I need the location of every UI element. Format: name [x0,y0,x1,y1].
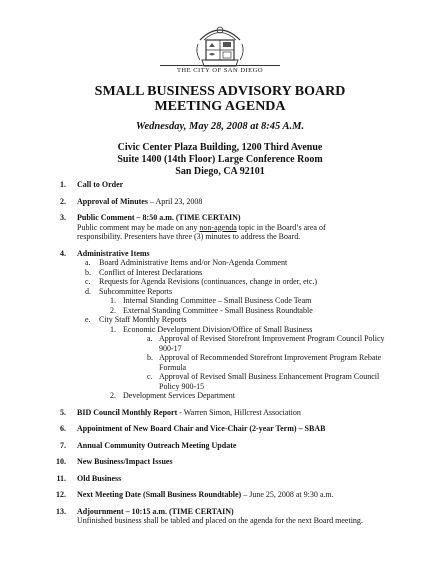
item-title: Adjournment – 10:15 a.m. (TIME CERTAIN) [77,506,234,516]
description-text: Public comment may be made on any [77,222,200,232]
item-number: 13. [56,506,66,516]
item-detail: – June 25, 2008 at 9:30 a.m. [241,490,334,499]
item-description: Unfinished business shall be tabled and placed on the agenda for the next Board meeting. [77,516,363,525]
title-line-1: SMALL BUSINESS ADVISORY BOARD [94,84,346,99]
location-line-3: San Diego, CA 92101 [175,166,265,177]
sub-marker: b. [85,267,91,277]
sub-text: City Staff Monthly Reports [99,315,187,324]
item-detail: – April 23, 2008 [147,196,203,206]
item-number: 10. [56,457,66,466]
sub-item-c [77,277,428,287]
sub-marker: 2. [110,305,116,315]
sub-marker: a. [147,334,153,343]
sub-item-d1 [77,296,428,306]
item-number: 7. [60,440,66,450]
agenda-list [48,180,428,533]
sub-marker: e. [85,315,91,324]
location-line-2: Suite 1400 (14th Floor) Large Conference Room [117,154,323,165]
item-title: Administrative Items [77,248,150,258]
sub-item-e1 [77,325,428,335]
item-description [77,223,428,233]
item-title: Appointment of New Board Chair and Vice-Chair (2-year Term) – SBAB [77,424,326,433]
page-title [0,84,440,114]
agenda-item-5 [48,408,428,418]
header-rule [160,65,280,66]
sub-text: Conflict of Interest Declarations [99,267,203,277]
meeting-location [0,142,440,178]
agenda-item-10 [48,457,428,467]
sub-item-d [77,287,428,297]
sub-text: Approval of Recommended Storefront Improvement Program Rebate [159,353,382,362]
sub-marker: 2. [110,391,116,400]
item-number: 4. [60,248,66,258]
item-number: 2. [60,196,66,206]
sub-text-cont: Policy 900-15 [159,381,205,391]
item-number: 1. [60,180,66,189]
city-name-text: THE CITY OF SAN DIEGO [176,67,264,74]
sub-text: External Standing Committee - Small Business Roundtable [123,305,313,315]
agenda-item-1 [48,180,428,190]
sub-marker: b. [147,353,153,362]
sub-item-e2 [77,391,428,401]
sub-text: Economic Development Division/Office of Small Business [123,324,313,334]
sub-marker: 1. [110,324,116,334]
agenda-item-13 [48,507,428,526]
sub-item-e1c [77,372,428,391]
agenda-item-3 [48,213,428,242]
underlined-text: non-agenda [199,222,237,232]
item-title: Next Meeting Date (Small Business Roundtable) [77,490,242,499]
sub-text: Subcommittee Reports [99,286,173,296]
sub-text: Approval of Revised Small Business Enhancement Program Council [159,372,380,381]
title-line-2: MEETING AGENDA [154,99,286,114]
item-number: 3. [60,213,66,222]
item-number: 6. [60,424,66,433]
item-number: 12. [56,490,66,499]
location-line-1: Civic Center Plaza Building, 1200 Third Avenue [117,142,323,153]
item-description-2: responsibility. Presenters have three (3) minutes to address the Board. [77,232,301,241]
agenda-item-12 [48,490,428,500]
sub-marker: c. [85,277,91,286]
sub-item-e [77,315,428,325]
item-title: Old Business [77,473,122,483]
city-name [0,65,440,74]
agenda-item-11 [48,474,428,484]
sub-item-e1a [77,334,428,353]
city-seal-icon [192,18,248,68]
item-title: Annual Community Outreach Meeting Update [77,440,237,450]
sub-item-a [77,258,428,268]
description-text: topic in the Board’s area of [236,222,326,232]
item-title: Public Comment – 8:50 a.m. (TIME CERTAIN) [77,213,241,222]
sub-item-e1b [77,353,428,372]
sub-item-d2 [77,306,428,316]
sub-text: Approval of Revised Storefront Improvement Program Council Policy [159,334,385,343]
sub-text-cont: Formula [159,362,187,372]
sub-marker: c. [147,372,153,381]
sub-item-b [77,268,428,278]
item-number: 11. [56,473,66,483]
sub-text: Development Services Department [123,391,235,400]
sub-text: Requests for Agenda Revisions (continuances, change in order, etc.) [99,277,318,286]
item-detail: - Warren Simon, Hillcrest Association [177,407,301,417]
sub-marker: d. [85,286,91,296]
agenda-item-2 [48,197,428,207]
sub-marker: 1. [110,296,116,305]
agenda-item-7 [48,441,428,451]
item-title: BID Council Monthly Report [77,407,178,417]
sub-text: Board Administrative Items and/or Non-Agenda Comment [99,258,288,267]
sub-text: Internal Standing Committee – Small Business Code Team [123,296,312,305]
item-title: Approval of Minutes [77,196,148,206]
meeting-date: Wednesday, May 28, 2008 at 8:45 A.M. [135,121,305,132]
sub-marker: a. [85,258,91,267]
item-title: New Business/Impact Issues [77,457,173,466]
item-title: Call to Order [77,180,124,189]
agenda-item-4 [48,249,428,401]
item-number: 5. [60,407,66,417]
sub-text-cont: 900-17 [159,343,182,353]
agenda-item-6 [48,424,428,434]
